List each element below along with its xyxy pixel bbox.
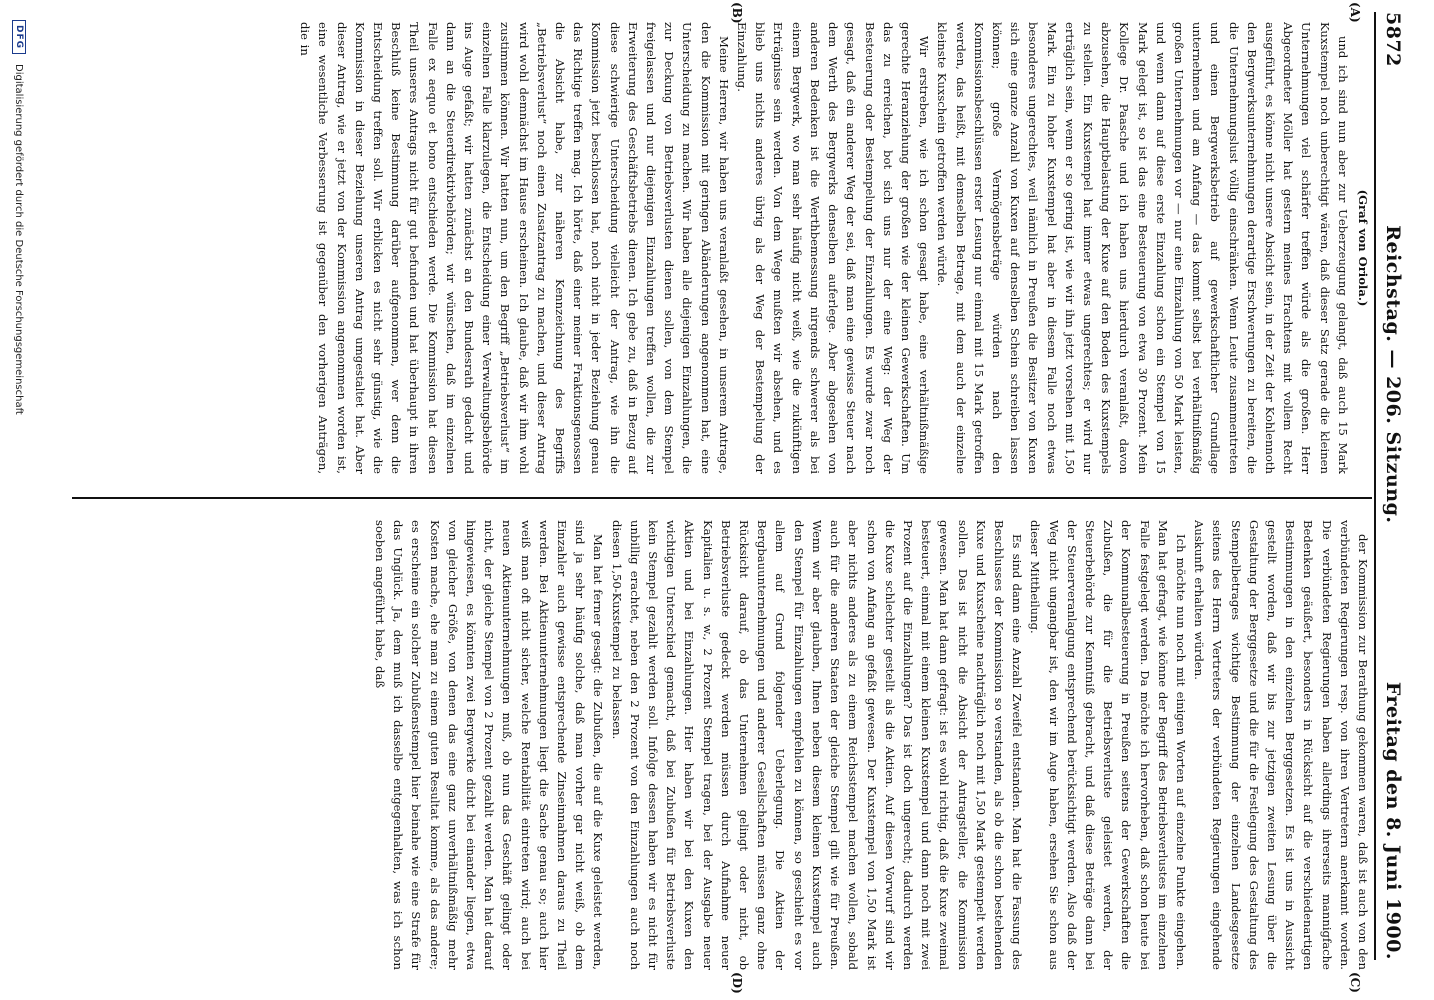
paragraph: Ich möchte nun noch mit einigen Worten auf einzelne Punkte eingehen. Man hat gefragt, wie könne der Begriff des Betriebsverlustes im einzelnen Falle festgelegt werden. Da möchte ich hervorheben, daß schon heute bei der Kommunalbesteuerung in Preußen seitens der Gewerkschaften die Zubußen, die für die Betriebsverluste geleistet werden, der Steuerbehörde zur Kenntniß gebracht, und daß diese Beträge dann bei der Steuerveranlagung entsprechend berücksichtigt werden. Also daß der Weg nicht ungangbar ist, den wir im Auge haben, ersehen Sie schon aus dieser Mittheilung. <box>1028 520 1188 970</box>
speaker-name: (Graf von Oriola.) <box>1356 189 1370 307</box>
right-column <box>72 520 1372 970</box>
header-rule <box>1374 12 1376 960</box>
paragraph: der Kommission zur Berathung gekommen waren, daß ist auch von den verbündeten Regierungen resp. von ihren Vertretern anerkannt worden. Die verbündeten Regierungen haben allerdings ihrerseits mannigfache Bedenken geäußert, besonders in Rücksicht auf die verschiedenartigen Bestimmungen in den einzelnen Berggesetzen. Es ist uns in Aussicht gestellt worden, daß wir bis zur jetzigen zweiten Lesung über die Gestaltung der Berggesetze und die für die Festlegung des Gestaltung des Stempelbetrages wichtige Bestimmung der einzelnen Landesgesetze seitens des Herrn Vertreters der verbündeten Regierungen eingehende Auskunft erhalten würden. <box>1192 520 1370 970</box>
header-date: Freitag den 8. Juni 1900. <box>1382 681 1404 960</box>
margin-marker-a: (A) <box>1348 2 1362 23</box>
page-number: 5872 <box>1382 12 1404 67</box>
header-title: Reichstag. — 206. Sitzung. <box>1382 225 1404 524</box>
left-column <box>72 22 1372 474</box>
paragraph: Meine Herren, wir haben uns veranlaßt gesehen, in unserem Antrage, den die Kommission mit geringen Abänderungen angenommen hat, eine Unterscheidung zu machen. Wir haben alle diejenigen Einzahlungen, die zur Deckung von Betriebsverlusten dienen sollen, von dem Stempel freigelassen und nur diejenigen Einzahlungen treffen wollen, die zur Erweiterung des Geschäftsbetriebs dienen. Ich gebe zu, daß in Bezug auf diese schwierige Unterscheidung vielleicht der Antrag, wie ihn die Kommission jetzt beschlossen hat, noch nicht in jeder Beziehung genau das Richtige treffen mag. Ich hörte, daß einer meiner Fraktionsgenossen die Absicht habe, zur näheren Kennzeichnung des Begriffs „Betriebsverlust“ noch einen Zusatzantrag zu machen, und dieser Antrag wird wohl demnächst im Hause erscheinen. Ich glaube, daß wir ihm wohl zustimmen können. Wir hatten nun, um den Begriff „Betriebsverlust“ im einzelnen Falle klarzulegen, die Entscheidung einer Verwaltungsbehörde ins Auge gefaßt; wir hatten zunächst an den Bundesrath gedacht und dann an die Steuerdirektivbehörden; wir wünschen, daß im einzelnen Falle ex aequo et bono entschieden werde. Die Kommission hat diesen Theil unseres Antrags nicht für gut befunden und hat überhaupt in ihren Beschluß keine Bestimmung darüber aufgenommen, wer denn die Entscheidung treffen soll. Wir erblicken es nicht sehr günstig, wie die Kommission in dieser Beziehung unseren Antrag umgestaltet hat. Aber dieser Antrag, wie er jetzt von der Kommission angenommen worden ist, eine wesentliche Verbesserung ist gegenüber den vorherigen Anträgen, die in <box>298 22 731 474</box>
margin-marker-b: (B) <box>730 2 744 24</box>
paragraph: Wir erstreben, wie ich schon gesagt habe, eine verhältnißmäßige gerechte Heranziehung der großen wie der kleinen Gewerkschaften. Um das zu erreichen, bot sich uns nur der eine Weg: der Weg der Besteuerung oder Bestempelung der Einzahlungen. Es wurde zwar noch gesagt, daß ein anderer Weg der sei, daß man eine gewisse Steuer nach dem Werth des Bergwerks denselben auferlege. Aber abgesehen von anderen Bedenken ist die Werthbemessung nirgends schwerer als bei einem Bergwerk, wo man sehr häufig nicht weiß, wie die zukünftigen Erträgnisse sein werden. Von dem Wege mußten wir absehen, und es blieb uns nichts anderes übrig als der Weg der Bestempelung der Einzahlung. <box>735 22 932 474</box>
paragraph: Man hat ferner gesagt: die Zubußen, die auf die Kuxe geleistet werden, sind ja sehr häufig solche, daß man vorher gar nicht weiß, ob dem Einzahler auch gewisse entsprechende Zinseinnahmen daraus zu Theil werden. Bei Aktienunternehmungen liegt die Sache genau so; auch hier weiß man oft nicht sicher, welche Rentabilität eintreten wird; auch bei neuen Aktienunternehmungen muß, ob nun das Geschäft gelingt oder nicht, der gleiche Stempel von 2 Prozent gezahlt werden. Man hat darauf hingewiesen, es könnten zwei Bergwerke dicht bei einander liegen, etwa von gleicher Größe, von denen das eine ganz unverhältnißmäßig mehr Kosten mache, ehe man zu einem guten Resultat komme, als das andere; es erscheine ein solcher Zubußenstempel hier beinahe wie eine Strafe für das Unglück. Ja, dem muß ich dasselbe entgegenhalten, was ich schon soeben angeführt habe, daß <box>373 520 606 970</box>
footer <box>10 20 28 980</box>
margin-marker-c: (C) <box>1348 972 1362 993</box>
footer-credit: Digitalisierung gefördert durch die Deutsche Forschungsgemeinschaft <box>13 64 25 415</box>
dfg-logo: DFG <box>12 20 26 54</box>
paragraph: Es sind dann eine Anzahl Zweifel entstanden. Man hat die Fassung des Beschlusses der Kommission so verstanden, als ob die schon bestehenden Kuxe und Kuxscheine nachträglich noch mit 1,50 Mark gestempelt werden sollen. Das ist nicht die Absicht der Antragsteller, die Kommission gewesen. Man hat dann gefragt: ist es wohl richtig, daß die Kuxe zweimal besteuert, einmal mit einem kleinen Kuxstempel und dann noch mit zwei Prozent auf die Einzahlungen? Das ist doch ungerecht; dadurch werden die Kuxe schlechter gestellt als die Aktien. Auf diesen Vorwurf sind wir schon von Anfang an gefaßt gewesen. Der Kuxstempel von 1,50 Mark ist aber nichts anderes als zu einem Reichsstempel machen wollen, sobald auch für die anderen Staaten der gleiche Stempel gilt wie für Preußen. Wenn wir aber glauben, Ihnen neben diesem kleinen Kuxstempel auch den Stempel für Einzahlungen empfehlen zu können, so geschieht es vor allem auf Grund folgender Ueberlegung. Die Aktien der Bergbauunternehmungen und anderer Gesellschaften müssen ganz ohne Rücksicht darauf, ob das Unternehmen gelingt oder nicht, ob Betriebsverluste gedeckt werden müssen durch Aufnahme neuer Kapitalien u. s. w., 2 Prozent Stempel tragen, bei der Ausgabe neuer Aktien und bei Einzahlungen. Hier haben wir bei den Kuxen den wichtigen Unterschied gemacht, daß bei Zubußen für Betriebsverluste kein Stempel gezahlt werden soll. Infolge dessen haben wir es nicht für unbillig erachtet, neben den 2 Prozent von den Einzahlungen auch noch diesen 1,50-Kuxstempel zu belassen. <box>609 520 1025 970</box>
margin-marker-d: (D) <box>730 972 744 994</box>
page-header <box>1378 12 1404 960</box>
paragraph: und ich sind nun aber zur Ueberzeugung gelangt, daß auch 15 Mark Kuxstempel noch unberechtigt wären, daß dieser Satz gerade die kleinen Unternehmungen viel schärfer treffen würde als die großen. Herr Abgeordneter Möller hat gestern meines Erachtens mit vollem Recht ausgeführt, es könne nicht unsere Absicht sein, in der Zeit der Kohlennoth den Bergwerksunternehmungen derartige Erschwerungen zu bereiten, die die Unternehmungslust völlig einschränken. Wenn Leute zusammentreten und einen Bergwerksbetrieb auf gewerkschaftlicher Grundlage unternehmen und am Anfang — das kommt selbst bei verhältnißmäßig großen Unternehmungen vor — nur eine Einzahlung von 50 Mark leisten, und wenn dann auf diese erste Einzahlung schon ein Stempel von 15 Mark gelegt ist, so ist das eine Besteuerung von etwa 30 Prozent. Mein Kollege Dr. Paasche und ich haben uns hierdurch veranlaßt, davon abzusehen, die Hauptbelastung der Kuxe auf den Boden des Kuxstempels zu stellen. Ein Kuxstempel hat immer etwas ungerechtes; er wird nur erträglich sein, wenn er so gering ist, wie wir ihn jetzt vorsehen mit 1,50 Mark. Ein zu hoher Kuxstempel hat aber in diesem Falle noch etwas besonderes ungerechtes, weil nämlich in Preußen die Besitzer von Kuxen sich eine ganze Anzahl von Kuxen auf denselben Schein schreiben lassen können; große Vermögensbeträge würden nach den Kommissionsbeschlüssen erster Lesung nur einmal mit 15 Mark getroffen werden, das heißt, mit demselben Betrage, mit dem auch der einzelne kleinste Kuxschein getroffen werden würde. <box>935 22 1350 474</box>
column-divider <box>72 497 1372 499</box>
